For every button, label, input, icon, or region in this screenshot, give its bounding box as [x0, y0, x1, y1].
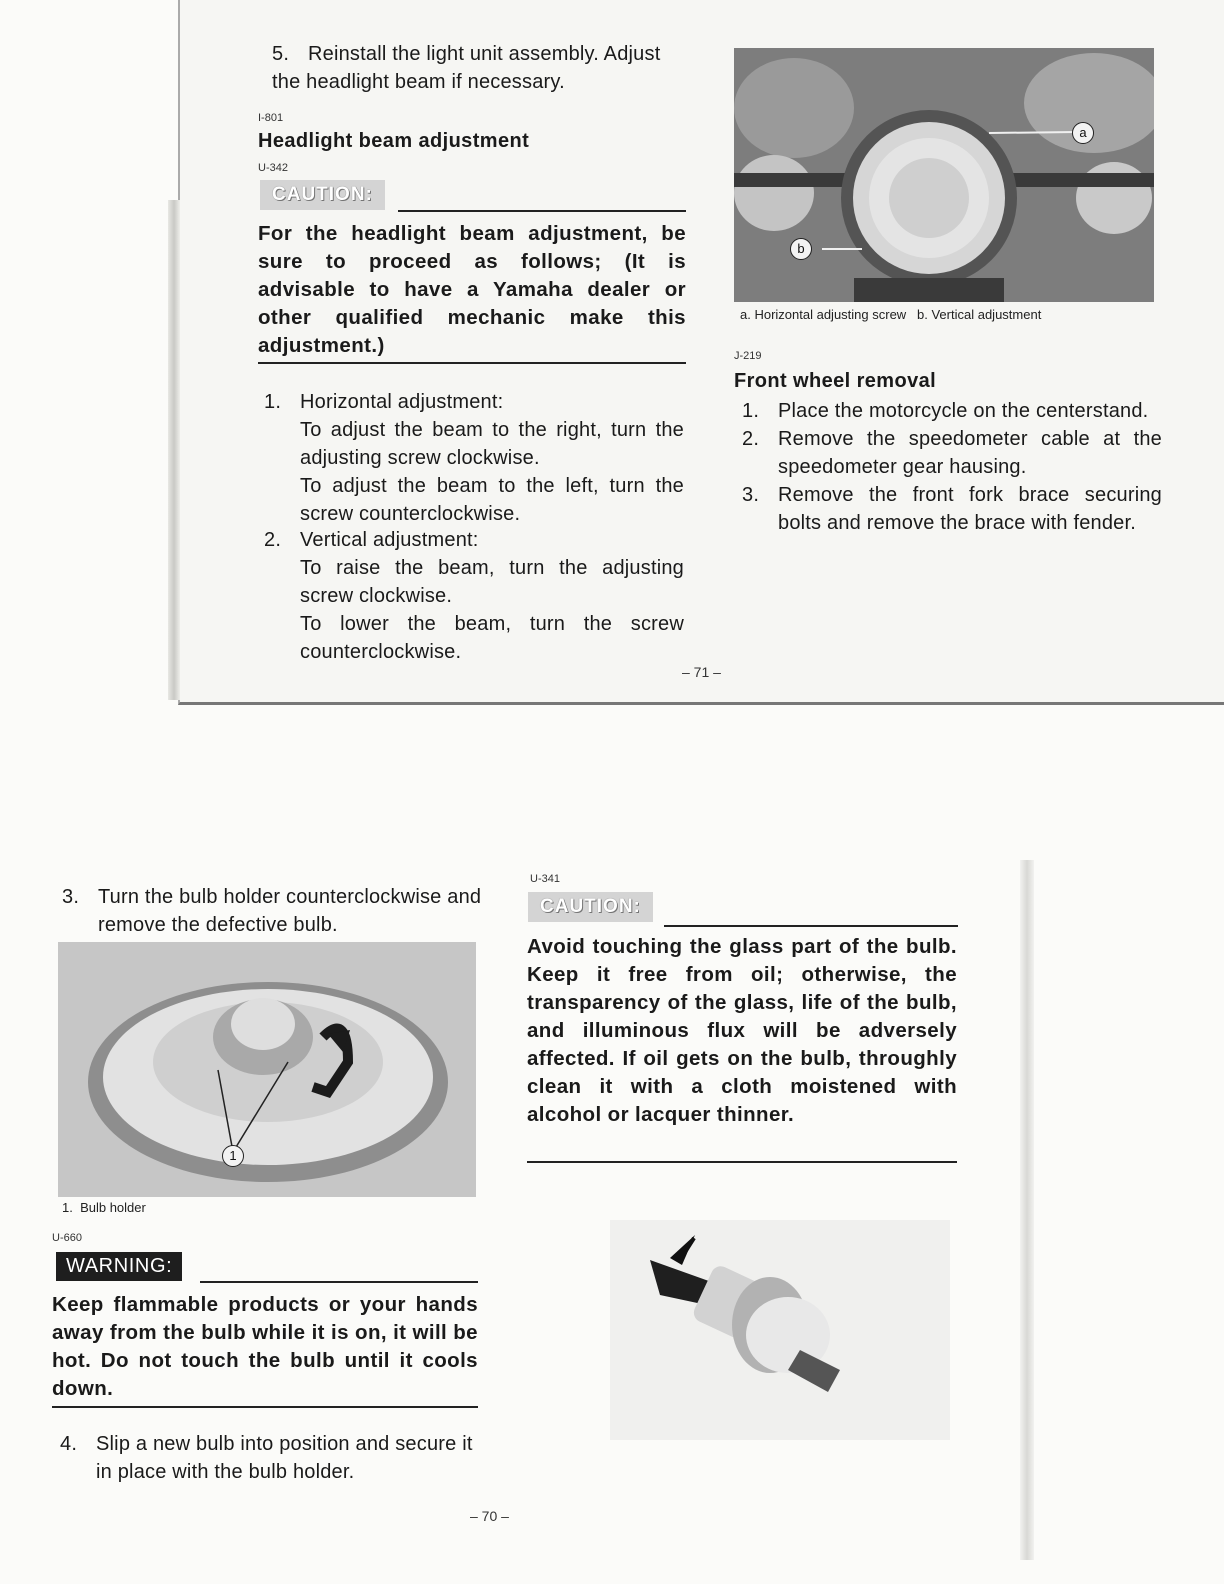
bulb-holder-photo	[58, 942, 476, 1197]
halogen-bulb-photo	[610, 1220, 950, 1440]
caution-2-rule-bottom	[527, 1161, 957, 1163]
warning-rule-top	[200, 1281, 478, 1283]
headlight-illustration	[734, 48, 1154, 302]
front-wheel-steps	[742, 397, 1162, 537]
code-j219: J-219	[734, 350, 762, 362]
step-5: 5. Reinstall the light unit assembly. Adjust the headlight beam if necessary.	[272, 43, 661, 93]
page-number-70: – 70 –	[470, 1508, 509, 1524]
adjust-item-2: 2. Vertical adjustment: To raise the beam, turn the adjusting screw clockwise. To lower the beam, turn the screw counterclockwise.	[264, 526, 684, 666]
step-4: 4. Slip a new bulb into position and secure it in place with the bulb holder.	[60, 1433, 473, 1483]
step-5-text: Reinstall the light unit assembly. Adjust the headlight beam if necessary.	[272, 43, 661, 93]
warning-label: WARNING:	[56, 1252, 182, 1281]
adjust-item-2-title: Vertical adjustment:	[300, 529, 479, 551]
adjust-item-2-line2: To lower the beam, turn the screw counterclockwise.	[300, 613, 684, 663]
adjust-item-1-title: Horizontal adjustment:	[300, 391, 504, 413]
halogen-bulb-illustration	[610, 1220, 950, 1440]
heading-front-wheel: Front wheel removal	[734, 370, 937, 392]
front-step-2: 2. Remove the speedometer cable at the speedometer gear hausing.	[742, 428, 1162, 478]
callout-1: 1	[222, 1145, 244, 1167]
callout-a: a	[1072, 122, 1094, 144]
caution-2-text: Avoid touching the glass part of the bulb. Keep it free from oil; otherwise, the transparency of the glass, life of the bulb, and illuminous flux will be adversely affected. If oil gets on the bulb, throughly clean it with a cloth moistened with alcohol or lacquer thinner.	[527, 935, 957, 1126]
page-number-71: – 71 –	[682, 664, 721, 680]
caution-rule-top	[398, 210, 686, 212]
warning-text: Keep flammable products or your hands away from the bulb while it is on, it will be hot. Do not touch the bulb until it cools down.	[52, 1293, 478, 1400]
adjust-item-1: 1. Horizontal adjustment: To adjust the beam to the right, turn the adjusting screw clockwise. To adjust the beam to the left, turn the screw counterclockwise.	[264, 388, 684, 528]
caution-text: For the headlight beam adjustment, be sure to proceed as follows; (It is advisable to have a Yamaha dealer or other qualified mechanic make this adjustment.)	[258, 222, 686, 357]
front-step-3: 3. Remove the front fork brace securing bolts and remove the brace with fender.	[742, 484, 1162, 534]
callout-b: b	[790, 238, 812, 260]
adjust-item-1-line1: To adjust the beam to the right, turn the adjusting screw clockwise.	[300, 419, 684, 469]
front-step-1: 1. Place the motorcycle on the centerstand.	[742, 400, 1149, 422]
code-u341: U-341	[530, 873, 560, 885]
caution-2-rule-top	[664, 925, 958, 927]
caution-label: CAUTION:	[260, 180, 385, 210]
adjust-item-2-line1: To raise the beam, turn the adjusting screw clockwise.	[300, 557, 684, 607]
code-i801: I-801	[258, 112, 284, 124]
adjust-item-1-line2: To adjust the beam to the left, turn the screw counterclockwise.	[300, 475, 684, 525]
code-u660: U-660	[52, 1232, 82, 1244]
bulb-holder-illustration	[58, 942, 476, 1197]
page-70-gutter	[1020, 860, 1034, 1560]
caution-rule-bottom	[258, 362, 686, 364]
headlight-photo-caption: a. Horizontal adjusting screw b. Vertical adjustment	[740, 307, 1042, 322]
headlight-photo	[734, 48, 1154, 302]
step-3: 3. Turn the bulb holder counterclockwise and remove the defective bulb.	[62, 886, 482, 936]
code-u342: U-342	[258, 162, 288, 174]
heading-headlight-beam: Headlight beam adjustment	[258, 130, 530, 152]
page-fold-shadow	[168, 200, 180, 700]
bulb-holder-caption: 1. Bulb holder	[62, 1200, 146, 1215]
caution-label-2: CAUTION:	[528, 892, 653, 922]
warning-rule-bottom	[52, 1406, 478, 1408]
